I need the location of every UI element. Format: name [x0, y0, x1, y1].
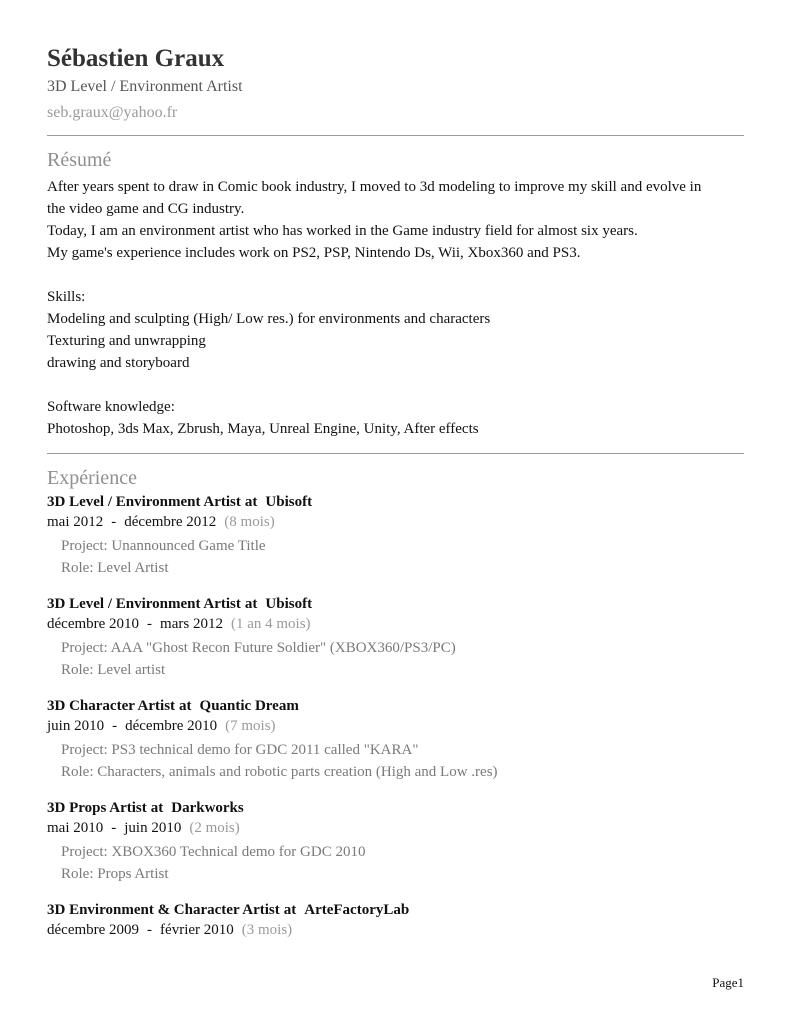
job-title — [47, 594, 744, 614]
experience-entry — [47, 900, 744, 940]
divider — [47, 135, 744, 136]
job-duration: (3 mois) — [241, 922, 293, 938]
date-separator: - — [111, 820, 117, 836]
job-company: Quantic Dream — [199, 698, 299, 714]
job-connector: at — [179, 698, 192, 714]
resume-line: Software knowledge: — [47, 399, 175, 415]
job-dates — [47, 818, 744, 838]
job-connector: at — [150, 800, 164, 816]
experience-list — [47, 492, 744, 940]
job-duration: (7 mois) — [225, 718, 276, 734]
job-detail: Role: Characters, animals and robotic parts creation (High and Low .res) — [61, 764, 498, 780]
job-dates — [47, 614, 744, 634]
job-end-date: juin 2010 — [124, 820, 182, 836]
resume-summary — [47, 176, 744, 440]
experience-entry — [47, 492, 744, 579]
job-connector: at — [283, 902, 297, 918]
job-connector: at — [244, 494, 258, 510]
job-company: Ubisoft — [265, 596, 313, 612]
resume-line — [47, 374, 744, 396]
job-dates — [47, 512, 744, 532]
job-detail: Project: AAA "Ghost Recon Future Soldier" (XBOX360/PS3/PC) — [61, 640, 456, 656]
resume-line: Texturing and unwrapping — [47, 333, 206, 349]
job-detail: Role: Level Artist — [61, 560, 169, 576]
resume-line: After years spent to draw in Comic book industry, I moved to 3d modeling to improve my skill and evolve in — [47, 179, 702, 195]
experience-entry — [47, 798, 744, 885]
job-title — [47, 900, 744, 920]
section-title-experience: Expérience — [47, 467, 137, 489]
resume-line: Skills: — [47, 289, 86, 305]
divider — [47, 453, 744, 454]
job-duration: (8 mois) — [224, 514, 275, 530]
resume-page — [47, 44, 744, 955]
resume-line: My game's experience includes work on PS2, PSP, Nintendo Ds, Wii, Xbox360 and PS3. — [47, 245, 581, 261]
job-detail: Project: PS3 technical demo for GDC 2011 called "KARA" — [61, 742, 419, 758]
job-detail: Role: Level artist — [61, 662, 166, 678]
job-start-date: juin 2010 — [47, 718, 105, 734]
job-end-date: décembre 2010 — [125, 718, 218, 734]
experience-entry — [47, 594, 744, 681]
experience-entry — [47, 696, 744, 783]
job-title — [47, 492, 744, 512]
candidate-email[interactable]: seb.graux@yahoo.fr — [47, 104, 178, 121]
resume-line: Modeling and sculpting (High/ Low res.) for environments and characters — [47, 311, 491, 327]
job-role: 3D Level / Environment Artist — [47, 596, 241, 612]
job-title — [47, 798, 744, 818]
job-start-date: mai 2012 — [47, 514, 104, 530]
job-end-date: mars 2012 — [160, 616, 223, 632]
candidate-name: Sébastien Graux — [47, 45, 225, 72]
job-title — [47, 696, 744, 716]
resume-line: Photoshop, 3ds Max, Zbrush, Maya, Unreal Engine, Unity, After effects — [47, 421, 479, 437]
job-company: Darkworks — [171, 800, 244, 816]
job-dates — [47, 716, 744, 736]
job-role: 3D Props Artist — [47, 800, 147, 816]
job-company: ArteFactoryLab — [304, 902, 410, 918]
job-start-date: mai 2010 — [47, 820, 104, 836]
resume-line: the video game and CG industry. — [47, 201, 245, 217]
job-role: 3D Level / Environment Artist — [47, 494, 241, 510]
job-detail: Project: Unannounced Game Title — [61, 538, 266, 554]
resume-line — [47, 264, 744, 286]
section-title-resume: Résumé — [47, 149, 112, 171]
page-number: Page1 — [712, 975, 744, 990]
job-dates — [47, 920, 744, 940]
resume-line: Today, I am an environment artist who has worked in the Game industry field for almost six years. — [47, 223, 638, 239]
date-separator: - — [147, 922, 153, 938]
job-start-date: décembre 2009 — [47, 922, 140, 938]
job-end-date: février 2010 — [160, 922, 234, 938]
date-separator: - — [111, 514, 117, 530]
job-detail: Project: XBOX360 Technical demo for GDC 2010 — [61, 844, 366, 860]
job-connector: at — [244, 596, 258, 612]
date-separator: - — [147, 616, 153, 632]
job-start-date: décembre 2010 — [47, 616, 140, 632]
job-duration: (1 an 4 mois) — [230, 616, 311, 632]
job-company: Ubisoft — [265, 494, 313, 510]
job-role: 3D Character Artist — [47, 698, 176, 714]
candidate-headline: 3D Level / Environment Artist — [47, 78, 243, 95]
job-duration: (2 mois) — [189, 820, 240, 836]
job-role: 3D Environment & Character Artist — [47, 902, 280, 918]
job-detail: Role: Props Artist — [61, 866, 169, 882]
date-separator: - — [112, 718, 118, 734]
resume-line: drawing and storyboard — [47, 355, 190, 371]
job-end-date: décembre 2012 — [124, 514, 217, 530]
